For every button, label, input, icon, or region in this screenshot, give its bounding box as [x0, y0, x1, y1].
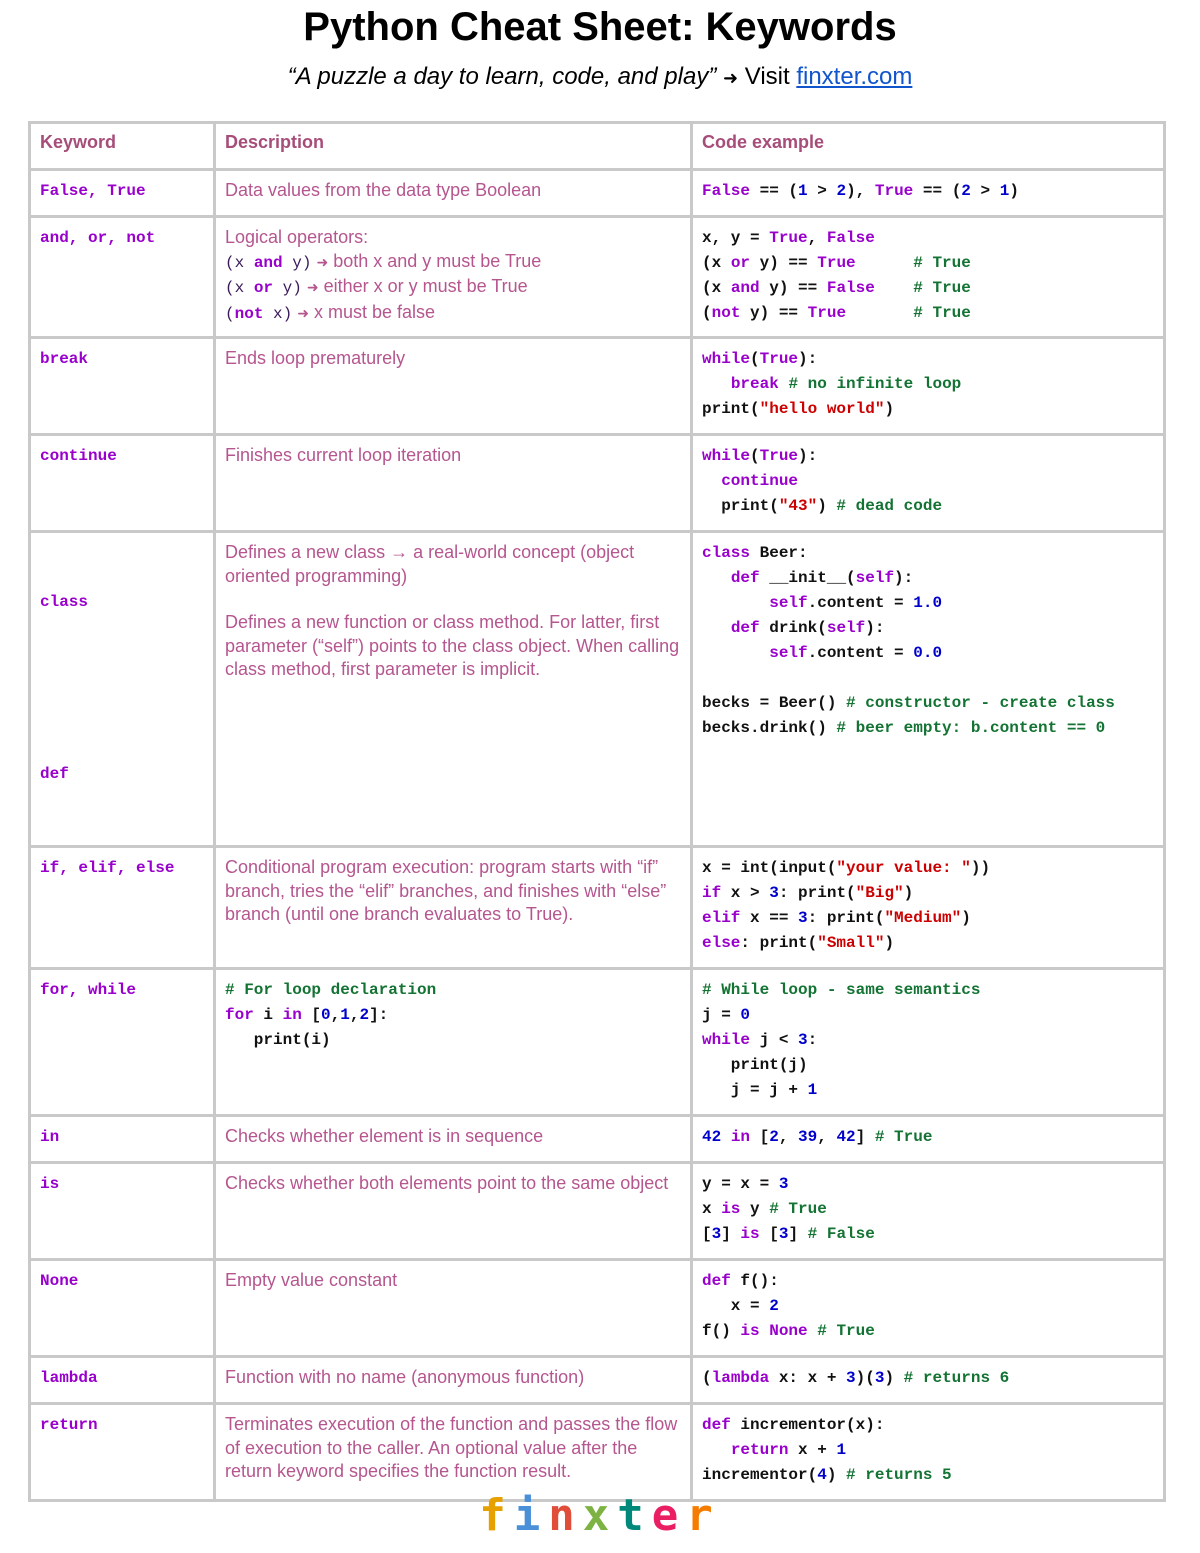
description-cell: Finishes current loop iteration	[215, 435, 692, 532]
description-cell	[215, 217, 692, 338]
table-row	[30, 847, 1165, 969]
description-line: (x or y) ➜ either x or y must be True	[225, 276, 528, 297]
keyword-cell: break	[30, 338, 215, 435]
keyword-cell: continue	[30, 435, 215, 532]
description-cell: Ends loop prematurely	[215, 338, 692, 435]
keyword-cell: and, or, not	[30, 217, 215, 338]
keyword-cell: in	[30, 1116, 215, 1163]
description-line: Logical operators:	[225, 227, 369, 247]
table-row	[30, 338, 1165, 435]
column-header-code: Code example	[692, 123, 1165, 170]
table-row	[30, 1357, 1165, 1404]
table-row	[30, 217, 1165, 338]
logo-letter: t	[617, 1490, 652, 1541]
table-row	[30, 1404, 1165, 1501]
description-code-cell: # For loop declaration for i in [0,1,2]: print(i)	[215, 969, 692, 1116]
description-def: Defines a new function or class method. For latter, first parameter (“self”) points to the class object. When calling class method, first parameter is implicit.	[225, 612, 680, 679]
logo-letter: r	[686, 1490, 721, 1541]
code-cell: class Beer: def __init__(self): self.content = 1.0 def drink(self): self.content = 0.0 becks = Beer() # constructor - create class becks.drink() # beer empty: b.content == 0	[692, 532, 1165, 847]
code-cell: x = int(input("your value: ")) if x > 3: print("Big") elif x == 3: print("Medium") else: print("Small")	[692, 847, 1165, 969]
table-header-row	[30, 123, 1165, 170]
tagline-quote: “A puzzle a day to learn, code, and play”	[287, 63, 717, 90]
code-cell: while(True): break # no infinite loop print("hello world")	[692, 338, 1165, 435]
logo-letter: f	[479, 1490, 514, 1541]
logo-letter: e	[651, 1490, 687, 1541]
code-cell: while(True): continue print("43") # dead code	[692, 435, 1165, 532]
code-cell: def incrementor(x): return x + 1 incrementor(4) # returns 5	[692, 1404, 1165, 1501]
description-cell: Conditional program execution: program starts with “if” branch, tries the “elif” branches, and finishes with “else” branch (until one branch evaluates to True).	[215, 847, 692, 969]
description-line: (x and y) ➜ both x and y must be True	[225, 250, 542, 272]
code-cell: def f(): x = 2 f() is None # True	[692, 1260, 1165, 1357]
description-class: Defines a new class → a real-world concept (object oriented programming)	[225, 542, 635, 586]
description-cell: Checks whether element is in sequence	[215, 1116, 692, 1163]
code-cell: y = x = 3 x is y # True [3] is [3] # False	[692, 1163, 1165, 1260]
table-row	[30, 1260, 1165, 1357]
description-cell: Function with no name (anonymous function)	[215, 1357, 692, 1404]
column-header-keyword: Keyword	[30, 123, 215, 170]
arrow-right-icon: ➜	[722, 68, 739, 88]
code-cell: 42 in [2, 39, 42] # True	[692, 1116, 1165, 1163]
keyword-def: def	[40, 764, 69, 783]
keyword-cell: None	[30, 1260, 215, 1357]
code-cell: x, y = True, False (x or y) == True # True (x and y) == False # True (not y) == True # True	[692, 217, 1165, 338]
table-row	[30, 1163, 1165, 1260]
keyword-cell: if, elif, else	[30, 847, 215, 969]
table-row	[30, 435, 1165, 532]
keyword-cell: is	[30, 1163, 215, 1260]
page-title: Python Cheat Sheet: Keywords	[303, 5, 897, 49]
description-cell: Data values from the data type Boolean	[215, 170, 692, 217]
description-line: (not x) ➜ x must be false	[225, 301, 436, 323]
description-cell: Terminates execution of the function and passes the flow of execution to the caller. An optional value after the return keyword specifies the function result.	[215, 1404, 692, 1501]
finxter-logo	[0, 1490, 1200, 1541]
table-row	[30, 532, 1165, 847]
code-cell: # While loop - same semantics j = 0 while j < 3: print(j) j = j + 1	[692, 969, 1165, 1116]
keyword-cell: False, True	[30, 170, 215, 217]
keyword-cell	[30, 532, 215, 847]
description-cell	[215, 532, 692, 847]
logo-letter: x	[582, 1490, 618, 1541]
column-header-description: Description	[215, 123, 692, 170]
table-row	[30, 170, 1165, 217]
description-cell: Empty value constant	[215, 1260, 692, 1357]
finxter-link[interactable]: finxter.com	[796, 63, 913, 90]
code-cell: (lambda x: x + 3)(3) # returns 6	[692, 1357, 1165, 1404]
keyword-cell: return	[30, 1404, 215, 1501]
logo-letter: n	[548, 1490, 583, 1541]
page-subtitle	[0, 60, 1200, 95]
code-cell: False == (1 > 2), True == (2 > 1)	[692, 170, 1165, 217]
table-row	[30, 969, 1165, 1116]
keyword-cell: lambda	[30, 1357, 215, 1404]
keyword-class: class	[40, 593, 89, 611]
logo-letter: i	[513, 1490, 549, 1541]
description-cell: Checks whether both elements point to the same object	[215, 1163, 692, 1260]
table-row	[30, 1116, 1165, 1163]
keyword-cell: for, while	[30, 969, 215, 1116]
keywords-table	[28, 121, 1166, 1502]
visit-label: Visit	[744, 63, 790, 90]
